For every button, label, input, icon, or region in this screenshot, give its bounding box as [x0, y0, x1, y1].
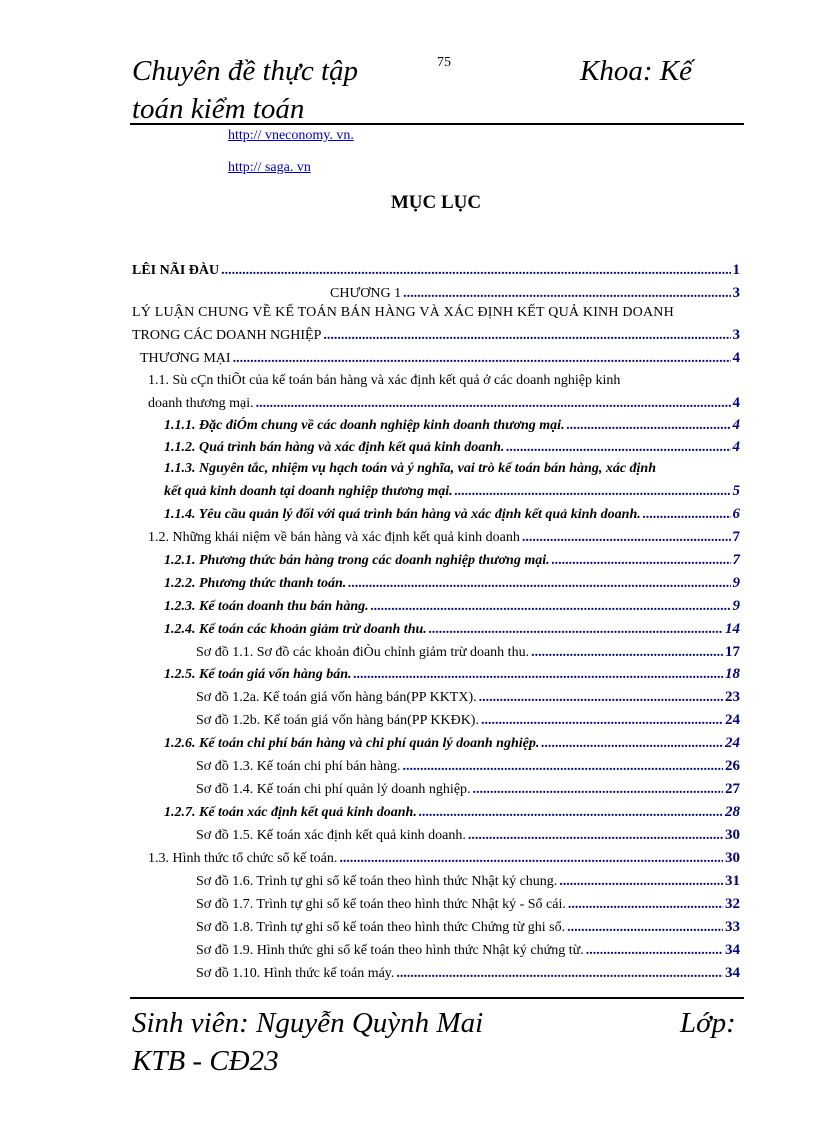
toc-leader: [643, 505, 731, 525]
toc-page: 4: [732, 439, 740, 455]
toc-leader: [541, 734, 723, 754]
toc-entry-label: Sơ đồ 1.8. Trình tự ghi sổ kế toán theo hình thức Chứng từ ghi sổ.: [196, 920, 566, 935]
header-rule: [130, 123, 744, 125]
toc-page: 34: [725, 942, 740, 958]
link-saga[interactable]: http:// saga. vn: [228, 160, 311, 175]
toc-entry-label: 1.2.1. Phương thức bán hàng trong các doanh nghiệp thương mại.: [164, 553, 550, 568]
toc-page: 4: [732, 395, 740, 411]
toc-leader: [455, 482, 731, 502]
toc-entry[interactable]: [148, 848, 740, 869]
toc-entry-label: 1.2.4. Kế toán các khoản giảm trừ doanh thu.: [164, 622, 427, 637]
toc-leader: [256, 394, 731, 414]
toc-entry[interactable]: [196, 779, 740, 800]
toc-entry-label: Sơ đồ 1.4. Kế toán chi phí quản lý doanh nghiệp.: [196, 782, 471, 797]
toc-entry[interactable]: [132, 260, 740, 281]
toc-leader: [233, 349, 731, 369]
toc-entry[interactable]: [164, 504, 740, 525]
toc-entry-label: Sơ đồ 1.10. Hình thức kế toán máy.: [196, 966, 395, 981]
footer-rule: [130, 997, 744, 999]
toc-entry-label: TRONG CÁC DOANH NGHIỆP: [132, 328, 322, 343]
toc-page: 7: [732, 552, 740, 568]
toc-entry-label: 1.2.3. Kế toán doanh thu bán hàng.: [164, 599, 369, 614]
toc-page: 6: [732, 506, 740, 522]
toc-entry-label: 1.1.3. Nguyên tắc, nhiệm vụ hạch toán và ý nghĩa, vai trò kế toán bán hàng, xác định: [164, 461, 656, 476]
toc-page: 24: [725, 735, 740, 751]
toc-leader: [479, 688, 723, 708]
toc-entry[interactable]: [140, 348, 740, 369]
toc-entry[interactable]: [196, 756, 740, 777]
toc-entry[interactable]: [164, 596, 740, 617]
toc-leader: [403, 284, 730, 304]
toc-entry-label: 1.2. Những khái niệm về bán hàng và xác định kết quả kinh doanh: [148, 530, 520, 545]
toc-page: 9: [732, 575, 740, 591]
toc-entry[interactable]: [196, 825, 740, 846]
toc-leader: [419, 803, 723, 823]
toc-leader: [567, 416, 731, 436]
toc-page: 14: [725, 621, 740, 637]
toc-entry[interactable]: [196, 917, 740, 938]
toc-leader: [348, 574, 730, 594]
toc-entry[interactable]: [164, 573, 740, 594]
toc-leader: [339, 849, 723, 869]
header-title-line2: toán kiểm toán: [132, 93, 305, 125]
toc-entry[interactable]: [164, 802, 740, 823]
toc-page: 1: [732, 262, 740, 278]
toc-entry[interactable]: [132, 325, 740, 346]
toc-page: 30: [725, 827, 740, 843]
toc-leader: [353, 665, 723, 685]
toc-leader: [567, 918, 723, 938]
toc-page: 9: [732, 598, 740, 614]
toc-entry-label: CHƯƠNG 1: [330, 286, 402, 301]
toc-entry-label: 1.3. Hình thức tổ chức sổ kế toán.: [148, 851, 338, 866]
toc-page: 23: [725, 689, 740, 705]
toc-leader: [481, 711, 723, 731]
toc-entry-label: Sơ đồ 1.6. Trình tự ghi sổ kế toán theo hình thức Nhật ký chung.: [196, 874, 558, 889]
toc-entry-label: LÊI NÃI ĐÀU: [132, 263, 220, 278]
toc-page: 30: [725, 850, 740, 866]
toc-entry[interactable]: [196, 963, 740, 984]
toc-leader: [568, 895, 723, 915]
toc-leader: [403, 757, 723, 777]
footer-class-label: Lớp:: [680, 1007, 736, 1039]
toc-leader: [531, 643, 723, 663]
link-vneconomy[interactable]: http:// vneconomy. vn.: [228, 128, 354, 143]
toc-entry-label: Sơ đồ 1.5. Kế toán xác định kết quả kinh doanh.: [196, 828, 466, 843]
header-left: [132, 52, 358, 128]
toc-leader: [323, 326, 730, 346]
toc-entry[interactable]: [330, 283, 740, 304]
toc-leader: [396, 964, 723, 984]
toc-entry-label: 1.2.6. Kế toán chi phí bán hàng và chi phí quản lý doanh nghiệp.: [164, 736, 540, 751]
toc-page: 4: [732, 417, 740, 433]
toc-leader: [429, 620, 723, 640]
toc-entry[interactable]: [196, 894, 740, 915]
toc-page: 26: [725, 758, 740, 774]
toc-page: 32: [725, 896, 740, 912]
toc-entry[interactable]: [148, 393, 740, 414]
page-number: 75: [437, 55, 451, 70]
toc-page: 24: [725, 712, 740, 728]
toc-title: MỤC LỤC: [390, 192, 482, 213]
toc-entry[interactable]: [196, 642, 740, 663]
toc-entry[interactable]: [164, 619, 740, 640]
toc-entry[interactable]: [164, 481, 740, 502]
toc-leader: [522, 528, 731, 548]
toc-entry-label: 1.2.2. Phương thức thanh toán.: [164, 576, 347, 591]
header-right: Khoa: Kế: [580, 55, 692, 87]
toc-leader: [552, 551, 731, 571]
toc-entry-label: 1.2.5. Kế toán giá vốn hàng bán.: [164, 667, 352, 682]
toc-page: 17: [725, 644, 740, 660]
toc-page: 3: [732, 327, 740, 343]
toc-page: 18: [725, 666, 740, 682]
footer-student: Sinh viên: Nguyễn Quỳnh Mai: [132, 1007, 484, 1039]
toc-entry-label: Sơ đồ 1.2a. Kế toán giá vốn hàng bán(PP KKTX).: [196, 690, 477, 705]
footer-class-value: KTB - CĐ23: [132, 1045, 279, 1077]
toc-entry-label: 1.1.2. Quá trình bán hàng và xác định kết quả kinh doanh.: [164, 440, 505, 455]
toc-page: 27: [725, 781, 740, 797]
toc-entry[interactable]: [196, 687, 740, 708]
toc-entry[interactable]: [196, 871, 740, 892]
toc-page: 5: [732, 483, 740, 499]
toc-entry-label: kết quả kinh doanh tại doanh nghiệp thương mại.: [164, 484, 453, 499]
toc-page: 3: [732, 285, 740, 301]
toc-leader: [586, 941, 723, 961]
toc-entry[interactable]: [164, 437, 740, 458]
toc-entry-label: Sơ đồ 1.1. Sơ đồ các khoản điÒu chỉnh giảm trừ doanh thu.: [196, 645, 530, 660]
toc-entry[interactable]: [164, 415, 740, 436]
toc-entry-label: THƯƠNG MẠI: [140, 351, 231, 366]
toc-page: 7: [732, 529, 740, 545]
toc-entry[interactable]: [196, 710, 740, 731]
toc-entry-label: Sơ đồ 1.9. Hình thức ghi sổ kế toán theo hình thức Nhật ký chứng từ.: [196, 943, 584, 958]
toc-page: 33: [725, 919, 740, 935]
toc-entry[interactable]: [196, 940, 740, 961]
toc-entry-label: Sơ đồ 1.2b. Kế toán giá vốn hàng bán(PP KKĐK).: [196, 713, 479, 728]
toc-leader: [468, 826, 723, 846]
toc-leader: [559, 872, 723, 892]
header-title-line1: Chuyên đề thực tập: [132, 55, 359, 87]
toc-entry-label: 1.1. Sù cÇn thiÕt của kế toán bán hàng và xác định kết quả ở các doanh nghiệp kinh: [148, 373, 621, 388]
toc-entry-label: Sơ đồ 1.7. Trình tự ghi sổ kế toán theo hình thức Nhật ký - Sổ cái.: [196, 897, 566, 912]
toc-leader: [473, 780, 723, 800]
toc-page: 34: [725, 965, 740, 981]
toc-entry[interactable]: [164, 550, 740, 571]
toc-entry-label: doanh thương mại.: [148, 396, 254, 411]
toc-entry-label: 1.1.1. Đặc điÓm chung về các doanh nghiệp kinh doanh thương mại.: [164, 418, 565, 433]
toc-leader: [221, 261, 730, 281]
toc-leader: [371, 597, 731, 617]
toc-page: 4: [732, 350, 740, 366]
toc-entry-label: 1.2.7. Kế toán xác định kết quả kinh doanh.: [164, 805, 417, 820]
toc-page: 28: [725, 804, 740, 820]
toc-entry[interactable]: [164, 733, 740, 754]
toc-entry[interactable]: [148, 527, 740, 548]
toc-leader: [506, 438, 730, 458]
toc-page: 31: [725, 873, 740, 889]
toc-entry[interactable]: [164, 664, 740, 685]
toc-entry-label: Sơ đồ 1.3. Kế toán chi phí bán hàng.: [196, 759, 401, 774]
toc-entry-label: LÝ LUẬN CHUNG VỀ KẾ TOÁN BÁN HÀNG VÀ XÁC ĐỊNH KẾT QUẢ KINH DOANH: [132, 305, 674, 320]
toc-entry-label: 1.1.4. Yêu cầu quản lý đối với quá trình bán hàng và xác định kết quả kinh doanh.: [164, 507, 641, 522]
